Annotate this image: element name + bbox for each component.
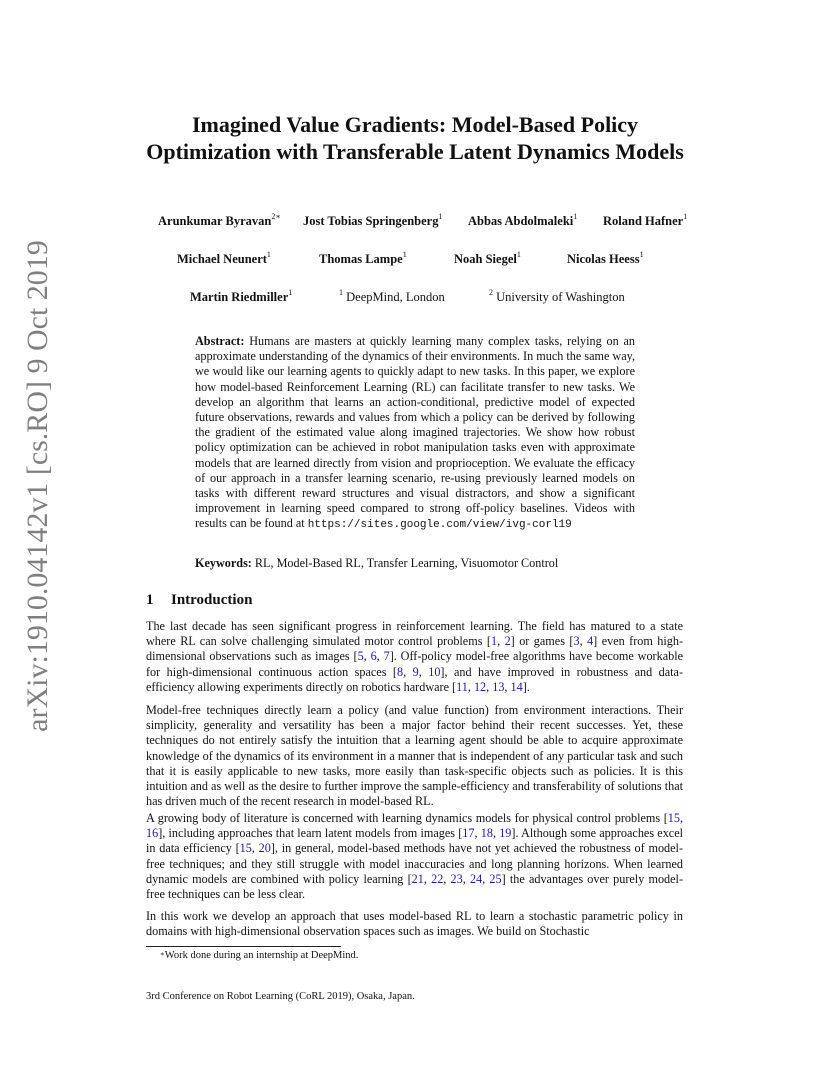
citation-link[interactable]: 21 xyxy=(411,871,424,886)
citation-link[interactable]: 7 xyxy=(383,649,390,664)
section-heading xyxy=(146,592,252,609)
abstract-label: Abstract: xyxy=(195,334,245,348)
paragraph: Model-free techniques directly learn a policy (and value function) from environment interactions. Their simplicity, generality and versatility has been a major factor behind their recent successes. Yet, these techniques do not entirely satisfy the intuition that a learning agent should be able to acquire approximate knowledge of the dynamics of its environment in a manner that is independent of any particular task and such that it is easily applicable to new tasks, more easily than task-specific objects such as policies. It is this intuition and as well as the desire to further improve the sample-efficiency and transferability of solutions that has driven much of the recent research in model-based RL. xyxy=(146,703,683,809)
citation-link[interactable]: 1 xyxy=(490,634,498,649)
citation-link[interactable]: 22 xyxy=(431,871,444,886)
citation-link[interactable]: 9 xyxy=(412,664,419,679)
author: Roland Hafner$^1$ xyxy=(603,212,688,228)
citation-link[interactable]: 11 xyxy=(456,679,468,694)
citation-link[interactable]: 8 xyxy=(397,664,404,679)
citation-link[interactable]: 13 xyxy=(492,679,505,694)
citation-link[interactable]: 12 xyxy=(473,679,487,694)
author: Jost Tobias Springenberg$^1$ xyxy=(303,212,443,228)
abstract-text: Humans are masters at quickly learning many complex tasks, relying on an approximate understanding of the dynamics of their environments. In much the same way, we would like our learning agents to quickly adapt to new tasks. In this paper, we explore how model-based Reinforcement Learning (RL) can facilitate transfer to new tasks. We develop an algorithm that learns an action-conditional, predictive model of expected future observations, rewards and values from which a policy can be derived by following the gradient of the estimated value along imagined trajectories. We show how robust policy optimization can be achieved in robot manipulation tasks even with approximate models that are learned directly from vision and proprioception. We evaluate the efficacy of our approach in a transfer learning scenario, re-using previously learned models on tasks with different reward structures and visual distractors, and show a significant improvement in learning speed compared to strong off-policy baselines. Videos with results can be found at xyxy=(195,334,636,531)
paper-title: Imagined Value Gradients: Model-Based Policy Optimization with Transferable Latent Dynamics Models xyxy=(146,112,684,164)
citation-link[interactable]: 5 xyxy=(357,649,364,664)
citation-link[interactable]: 16 xyxy=(146,826,159,841)
paragraph: The last decade has seen significant progress in reinforcement learning. The field has matured to a state where RL can solve challenging simulated motor control problems [1, 2] or games [3, 4] even from high-dimensional observations such as images [5, 6, 7]. Off-policy model-free algorithms have become workable for high-dimensional continuous action spaces [8, 9, 10], and have improved in robustness and data-efficiency allowing experiments directly on robotics hardware [11, 12, 13, 14]. xyxy=(146,619,684,694)
citation-link[interactable]: 15 xyxy=(667,811,680,825)
abstract xyxy=(195,334,635,534)
keywords-label: Keywords: xyxy=(195,556,252,570)
keywords-text: RL, Model-Based RL, Transfer Learning, Visuomotor Control xyxy=(254,556,559,570)
affiliation: $^2$ University of Washington xyxy=(489,288,625,304)
citation-link[interactable]: 24 xyxy=(469,871,483,886)
author: Arunkumar Byravan$^{2∗}$ xyxy=(158,212,281,228)
citation-link[interactable]: 6 xyxy=(370,649,377,664)
citation-link[interactable]: 19 xyxy=(499,826,512,841)
paragraph: A growing body of literature is concerned with learning dynamics models for physical control problems [15, 16], including approaches that learn latent models from images [17, 18, 19]. Although some approaches excel in data efficiency [15, 20], in general, model-based methods have not yet achieved the robustness of model-free techniques; and they still struggle with model inaccuracies and long planning horizons. When learned dynamic models are combined with policy learning [21, 22, 23, 24, 25] the advantages over purely model-free techniques can be less clear. xyxy=(146,811,684,902)
citation-link[interactable]: 17 xyxy=(462,826,475,841)
section-number: 1 xyxy=(146,592,154,608)
citation-link[interactable]: 3 xyxy=(573,634,580,649)
footnote: ∗Work done during an internship at DeepMind. xyxy=(160,950,359,961)
section-title: Introduction xyxy=(171,592,253,608)
citation-link[interactable]: 14 xyxy=(510,679,523,694)
footnote-rule xyxy=(146,946,341,947)
author: Nicolas Heess$^1$ xyxy=(567,250,644,266)
keywords xyxy=(195,556,635,571)
citation-link[interactable]: 4 xyxy=(587,634,594,649)
citation-link[interactable]: 18 xyxy=(480,826,493,841)
affiliation: $^1$ DeepMind, London xyxy=(339,288,445,304)
author: Martin Riedmiller$^1$ xyxy=(190,288,293,304)
citation-link[interactable]: 15 xyxy=(239,841,252,856)
conference-note: 3rd Conference on Robot Learning (CoRL 2019), Osaka, Japan. xyxy=(146,991,415,1002)
arxiv-identifier: arXiv:1910.04142v1 [cs.RO] 9 Oct 2019 xyxy=(21,240,54,732)
author: Abbas Abdolmaleki$^1$ xyxy=(468,212,578,228)
citation-link[interactable]: 20 xyxy=(258,841,271,856)
citation-link[interactable]: 25 xyxy=(489,871,502,886)
paragraph: In this work we develop an approach that uses model-based RL to learn a stochastic parametric policy in domains with high-dimensional observation spaces such as images. We build on Stochastic xyxy=(146,909,683,939)
author: Thomas Lampe$^1$ xyxy=(319,250,407,266)
video-link[interactable]: https://sites.google.com/view/ivg-corl19 xyxy=(307,519,572,532)
citation-link[interactable]: 10 xyxy=(428,664,441,679)
citation-link[interactable]: 23 xyxy=(450,871,463,886)
author: Noah Siegel$^1$ xyxy=(454,250,521,266)
citation-link[interactable]: 2 xyxy=(504,634,511,649)
author: Michael Neunert$^1$ xyxy=(177,250,271,266)
